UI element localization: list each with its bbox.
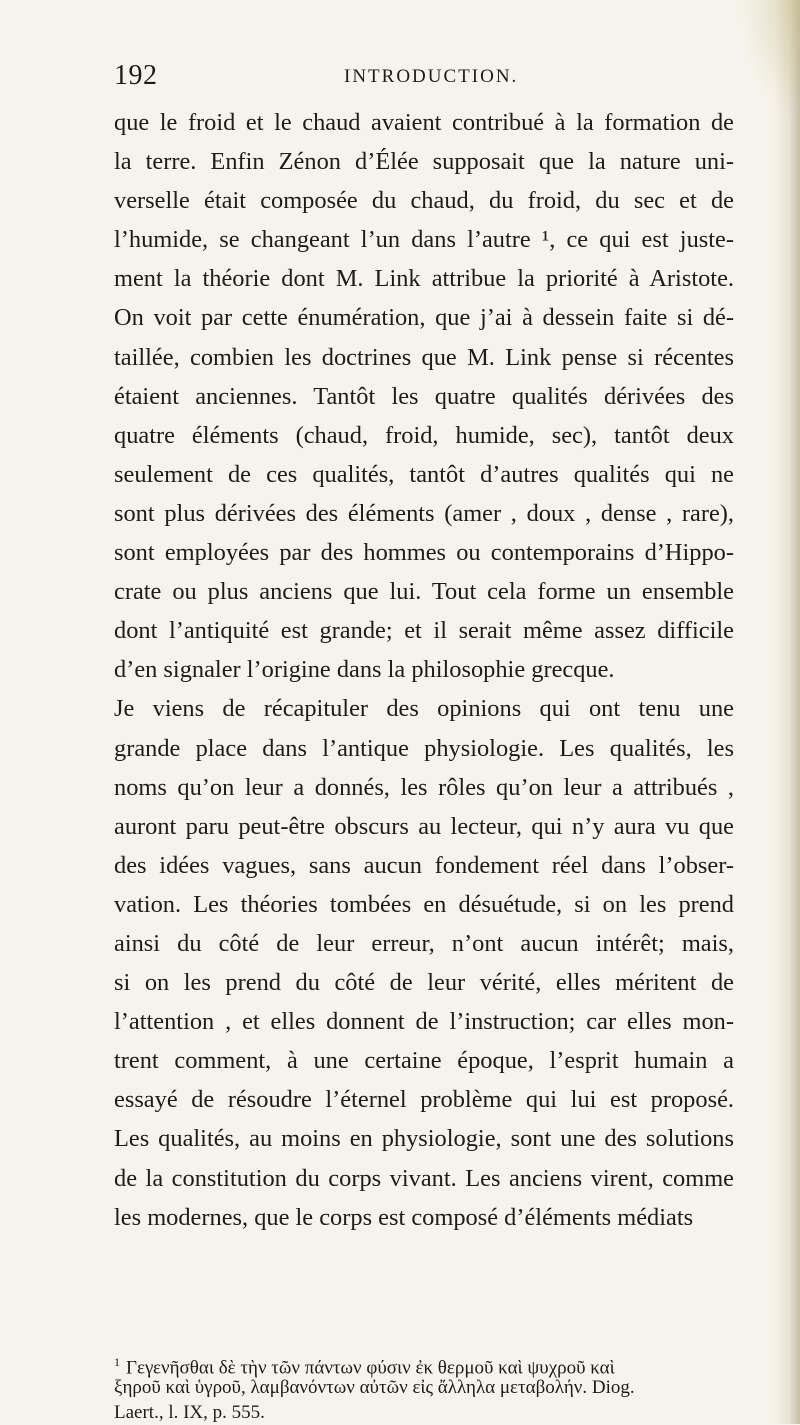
text-line: ment la théorie dont M. Link attribue la priorité à Aristote. <box>114 265 734 293</box>
text-line: l’humide, se changeant l’un dans l’autre ¹, ce qui est juste- <box>114 226 734 254</box>
text-line: sont plus dérivées des éléments (amer , doux , dense , rare), <box>114 499 734 527</box>
text-line: sont employées par des hommes ou contemporains d’Hippo- <box>114 539 734 567</box>
text-line: la terre. Enfin Zénon d’Élée supposait que la nature uni- <box>114 148 734 176</box>
footnotes <box>114 1350 734 1425</box>
page-header <box>114 60 684 94</box>
text-line: les modernes, que le corps est composé d’éléments médiats <box>114 1203 694 1231</box>
footnote-line: ξηροῦ καὶ ὑγροῦ, λαμβανόντων αὐτῶν εἰς ἄλληλα μεταβολήν. Diog. <box>114 1377 635 1398</box>
text-line: seulement de ces qualités, tantôt d’autres qualités qui ne <box>114 460 734 488</box>
text-line: grande place dans l’antique physiologie. Les qualités, les <box>114 734 734 762</box>
text-line: noms qu’on leur a donnés, les rôles qu’on leur a attribués , <box>114 773 734 801</box>
text-line: vation. Les théories tombées en désuétude, si on les prend <box>114 890 734 918</box>
text-line: de la constitution du corps vivant. Les anciens virent, comme <box>114 1164 734 1192</box>
page-number: 192 <box>114 60 158 91</box>
text-line: si on les prend du côté de leur vérité, elles méritent de <box>114 969 734 997</box>
text-line: des idées vagues, sans aucun fondement réel dans l’obser- <box>114 851 734 879</box>
text-line: Je viens de récapituler des opinions qui ont tenu une <box>114 695 734 723</box>
text-line: verselle était composée du chaud, du froid, du sec et de <box>114 187 734 215</box>
page-edge-shadow <box>774 0 800 1424</box>
text-line: crate ou plus anciens que lui. Tout cela forme un ensemble <box>114 578 734 606</box>
text-line: trent comment, à une certaine époque, l’esprit humain a <box>114 1047 734 1075</box>
text-line: Les qualités, au moins en physiologie, sont une des solutions <box>114 1125 734 1153</box>
page-corner-stain <box>740 0 800 120</box>
footnote-marker: 1 <box>114 1355 120 1369</box>
footnote-text: Γεγενῆσθαι δὲ τὴν τῶν πάντων φύσιν ἐκ θερμοῦ καὶ ψυχροῦ καὶ <box>126 1357 615 1379</box>
text-line: dont l’antiquité est grande; et il serait même assez difficile <box>114 617 734 645</box>
text-line: quatre éléments (chaud, froid, humide, sec), tantôt deux <box>114 421 734 449</box>
footnote-line: Laert., l. IX, p. 555. <box>114 1402 265 1423</box>
text-line: étaient anciennes. Tantôt les quatre qualités dérivées des <box>114 382 734 410</box>
text-line: que le froid et le chaud avaient contribué à la formation de <box>114 109 734 136</box>
text-line: l’attention , et elles donnent de l’instruction; car elles mon- <box>114 1008 734 1036</box>
footnote-line <box>114 1350 734 1379</box>
text-line: essayé de résoudre l’éternel problème qui lui est proposé. <box>114 1086 734 1114</box>
text-line: d’en signaler l’origine dans la philosophie grecque. <box>114 656 615 684</box>
text-line: taillée, combien les doctrines que M. Link pense si récentes <box>114 343 734 371</box>
text-line: auront paru peut-être obscurs au lecteur, qui n’y aura vu que <box>114 812 734 840</box>
running-head: INTRODUCTION. <box>344 66 519 87</box>
text-line: On voit par cette énumération, que j’ai à dessein faite si dé- <box>114 304 734 332</box>
body-text <box>114 103 734 1237</box>
text-line: ainsi du côté de leur erreur, n’ont aucun intérêt; mais, <box>114 929 734 957</box>
